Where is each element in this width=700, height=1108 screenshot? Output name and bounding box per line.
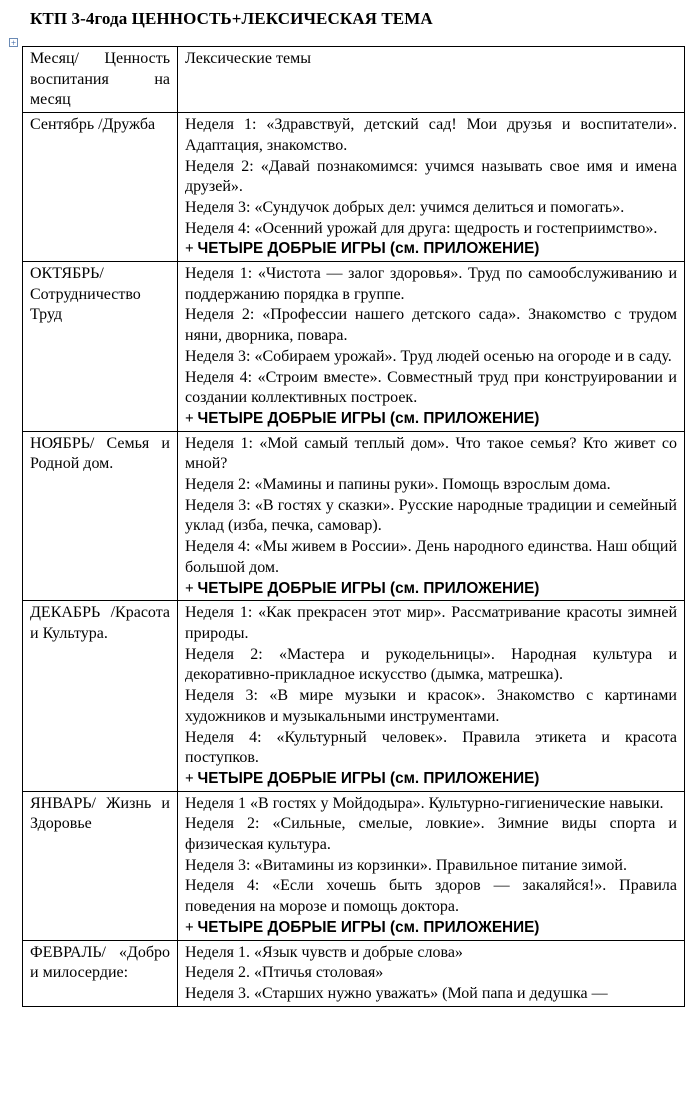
header-topics: Лексические темы bbox=[178, 47, 685, 113]
table-row bbox=[23, 262, 685, 432]
week-topic: Неделя 1: «Чистота — залог здоровья». Труд по самообслуживанию и поддержанию порядка в группе. bbox=[185, 265, 677, 303]
table-move-handle-icon[interactable]: + bbox=[10, 38, 17, 48]
weekly-topics-cell bbox=[178, 791, 685, 940]
week-topic: Неделя 3: «Витамины из корзинки». Правильное питание зимой. bbox=[185, 856, 627, 874]
table-row bbox=[23, 601, 685, 791]
month-value-cell: ФЕВРАЛЬ/ «Добро и милосердие: bbox=[23, 940, 178, 1006]
plan-table bbox=[22, 46, 685, 1007]
table-row bbox=[23, 113, 685, 262]
table-row bbox=[23, 431, 685, 601]
table-row bbox=[23, 940, 685, 1006]
week-topic: Неделя 1: «Мой самый теплый дом». Что такое семья? Кто живет со мной? bbox=[185, 434, 677, 473]
week-topic: Неделя 4: «Если хочешь быть здоров — закаляйся!». Правила поведения на морозе и помощь доктора. bbox=[185, 877, 677, 916]
week-topic: Неделя 3: «Сундучок добрых дел: учимся делиться и помогать». bbox=[185, 198, 625, 216]
good-games-note bbox=[185, 239, 677, 260]
week-topic: Неделя 1 «В гостях у Мойдодыра». Культурно-гигиенические навыки. bbox=[185, 794, 664, 812]
week-topic: Неделя 3: «В гостях у сказки». Русские народные традиции и семейный уклад (изба, печка, самовар). bbox=[185, 496, 677, 535]
plus-mark: + bbox=[185, 918, 198, 936]
good-games-text: ЧЕТЫРЕ ДОБРЫЕ ИГРЫ (см. ПРИЛОЖЕНИЕ) bbox=[197, 769, 540, 787]
week-topic: Неделя 2: «Давай познакомимся: учимся называть свое имя и имена друзей». bbox=[185, 157, 677, 196]
good-games-text: ЧЕТЫРЕ ДОБРЫЕ ИГРЫ (см. ПРИЛОЖЕНИЕ) bbox=[197, 240, 540, 258]
document-title: КТП 3-4года ЦЕННОСТЬ+ЛЕКСИЧЕСКАЯ ТЕМА bbox=[30, 9, 433, 28]
table-row bbox=[23, 791, 685, 940]
week-topic: Неделя 1: «Как прекрасен этот мир». Рассматривание красоты зимней природы. bbox=[185, 604, 677, 642]
week-topic: Неделя 1. «Язык чувств и добрые слова» bbox=[185, 943, 463, 961]
week-topic: Неделя 2: «Профессии нашего детского сада». Знакомство с трудом няни, дворника, повара. bbox=[185, 306, 677, 345]
table-header-row bbox=[23, 47, 685, 113]
week-topic: Неделя 4: «Осенний урожай для друга: щедрость и гостеприимство». bbox=[185, 219, 658, 237]
weekly-topics-cell bbox=[178, 601, 685, 791]
week-topic: Неделя 4: «Культурный человек». Правила этикета и красота поступков. bbox=[185, 728, 677, 767]
week-topic: Неделя 3: «В мире музыки и красок». Знакомство с картинами художников и музыкальными инструментами. bbox=[185, 687, 677, 725]
good-games-note bbox=[185, 918, 677, 939]
header-month-value: Месяц/ Ценность воспитания на месяц bbox=[23, 47, 178, 113]
month-value-cell: ДЕКАБРЬ /Красота и Культура. bbox=[23, 601, 178, 791]
plus-mark: + bbox=[185, 240, 198, 258]
good-games-note bbox=[185, 769, 677, 790]
good-games-text: ЧЕТЫРЕ ДОБРЫЕ ИГРЫ (см. ПРИЛОЖЕНИЕ) bbox=[197, 918, 540, 936]
week-topic: Неделя 2: «Сильные, смелые, ловкие». Зимние виды спорта и физическая культура. bbox=[185, 815, 677, 854]
weekly-topics-cell bbox=[178, 113, 685, 262]
week-topic: Неделя 2: «Мамины и папины руки». Помощь взрослым дома. bbox=[185, 476, 611, 494]
good-games-text: ЧЕТЫРЕ ДОБРЫЕ ИГРЫ (см. ПРИЛОЖЕНИЕ) bbox=[197, 579, 540, 597]
month-value-cell: Сентябрь /Дружба bbox=[23, 113, 178, 262]
month-value-cell: ЯНВАРЬ/ Жизнь и Здоровье bbox=[23, 791, 178, 940]
weekly-topics-cell bbox=[178, 940, 685, 1006]
good-games-note bbox=[185, 579, 677, 600]
good-games-text: ЧЕТЫРЕ ДОБРЫЕ ИГРЫ (см. ПРИЛОЖЕНИЕ) bbox=[197, 409, 540, 427]
plus-mark: + bbox=[185, 769, 198, 787]
weekly-topics-cell bbox=[178, 431, 685, 601]
week-topic: Неделя 1: «Здравствуй, детский сад! Мои друзья и воспитатели». Адаптация, знакомство. bbox=[185, 116, 677, 154]
weekly-topics-cell bbox=[178, 262, 685, 432]
week-topic: Неделя 4: «Строим вместе». Совместный труд при конструировании и создании коллективных построек. bbox=[185, 368, 677, 407]
week-topic: Неделя 3: «Собираем урожай». Труд людей осенью на огороде и в саду. bbox=[185, 347, 672, 365]
good-games-note bbox=[185, 409, 677, 430]
week-topic: Неделя 2: «Мастера и рукодельницы». Народная культура и декоративно-прикладное искусство (дымка, матрешка). bbox=[185, 645, 677, 684]
plus-mark: + bbox=[185, 579, 198, 597]
week-topic: Неделя 2. «Птичья столовая» bbox=[185, 964, 384, 982]
month-value-cell: ОКТЯБРЬ/Сотрудничество Труд bbox=[23, 262, 178, 432]
week-topic: Неделя 3. «Старших нужно уважать» (Мой папа и дедушка — bbox=[185, 984, 608, 1002]
month-value-cell: НОЯБРЬ/ Семья и Родной дом. bbox=[23, 431, 178, 601]
plus-mark: + bbox=[185, 409, 198, 427]
week-topic: Неделя 4: «Мы живем в России». День народного единства. Наш общий большой дом. bbox=[185, 538, 677, 576]
